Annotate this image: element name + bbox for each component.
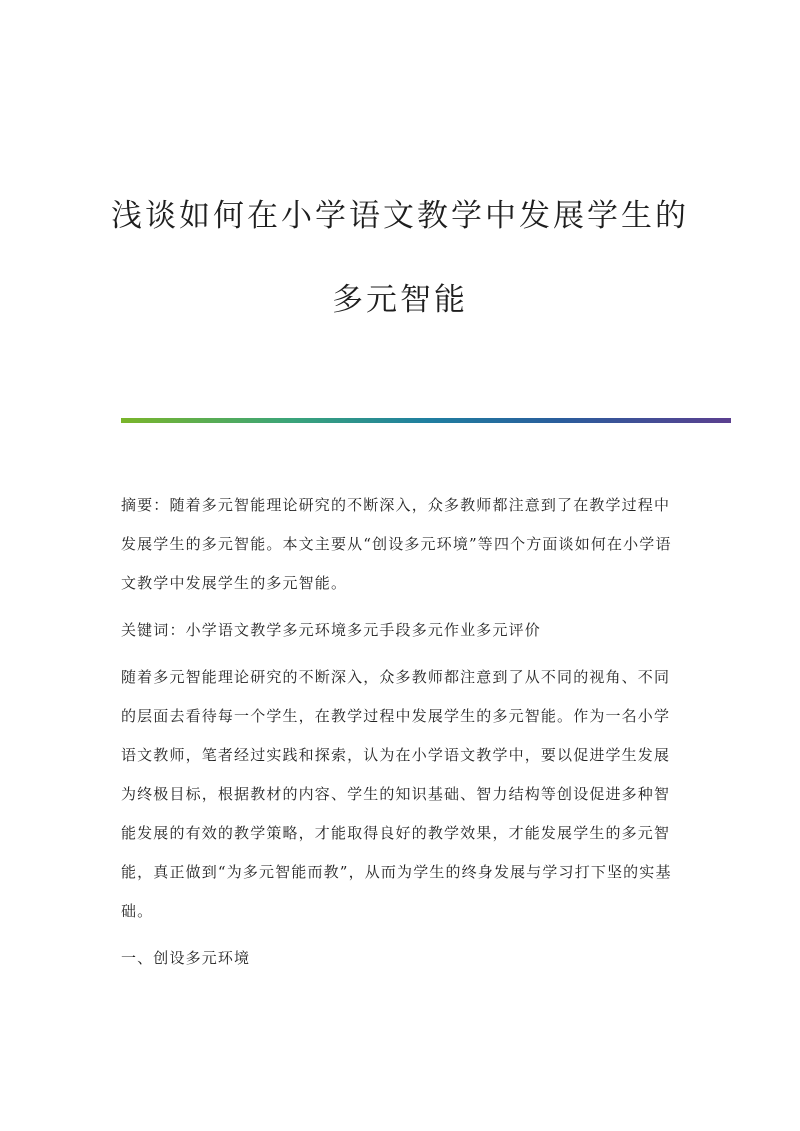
body-paragraph: 随着多元智能理论研究的不断深入，众多教师都注意到了从不同的视角、不同的层面去看待每一个学生，在教学过程中发展学生的多元智能。作为一名小学语文教师，笔者经过实践和探索，认为在小学语文教学中，要以促进学生发展为终极目标，根据教材的内容、学生的知识基础、智力结构等创设促进多种智能发展的有效的教学策略，才能取得良好的教学效果，才能发展学生的多元智能，真正做到“为多元智能而教”，从而为学生的终身发展与学习打下坚的实基础。 (121, 668, 672, 920)
document-title-line-1: 浅谈如何在小学语文教学中发展学生的 (111, 198, 689, 234)
section-heading: 一、创设多元环境 (121, 949, 251, 967)
document-body (121, 486, 679, 982)
document-title-line-2: 多元智能 (332, 282, 468, 318)
gradient-divider (121, 418, 731, 423)
keywords-paragraph: 关键词：小学语文教学多元环境多元手段多元作业多元评价 (121, 621, 541, 639)
abstract-paragraph: 摘要：随着多元智能理论研究的不断深入，众多教师都注意到了在教学过程中发展学生的多元智能。本文主要从“创设多元环境”等四个方面谈如何在小学语文教学中发展学生的多元智能。 (121, 496, 672, 592)
